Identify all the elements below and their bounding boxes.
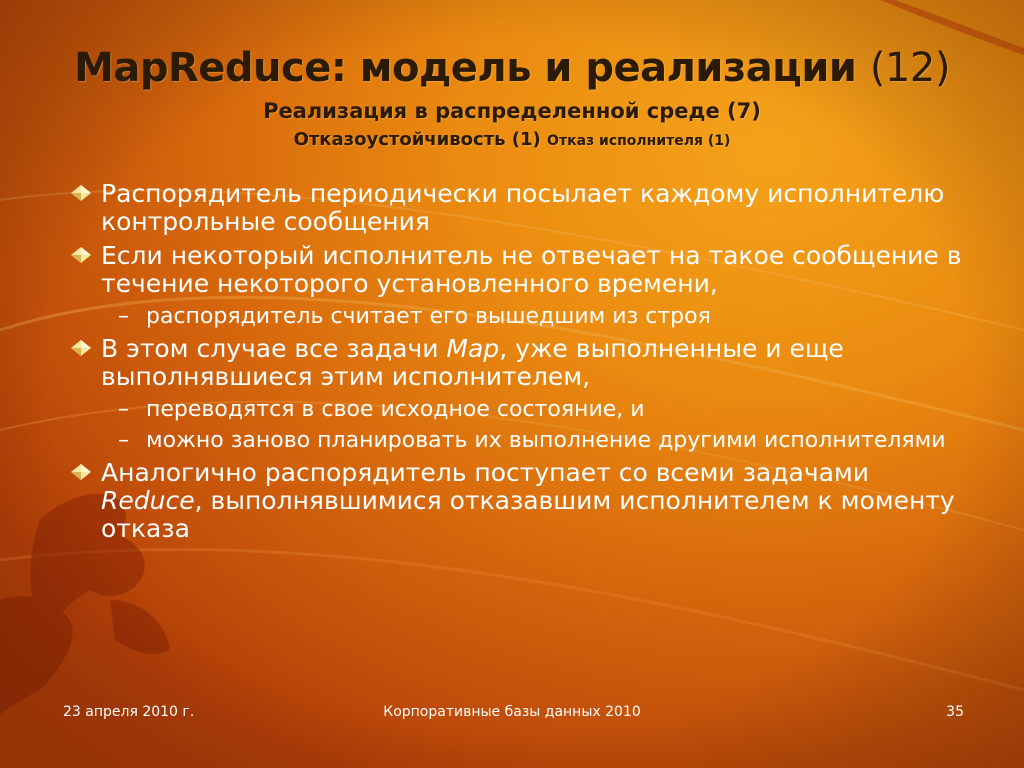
sub-bullet-item bbox=[70, 397, 970, 422]
title-main: MapReduce: модель и реализации bbox=[74, 45, 857, 91]
diamond-bullet-icon bbox=[70, 246, 92, 264]
dash-marker: – bbox=[118, 304, 129, 329]
bullet-text: Если некоторый исполнитель не отвечает на такое сообщение в течение некоторого установленного времени, bbox=[101, 241, 962, 298]
dash-marker: – bbox=[118, 397, 129, 422]
slide-subtitle-2 bbox=[0, 126, 1024, 155]
subtitle-2-main: Отказоустойчивость (1) bbox=[293, 129, 541, 150]
bullet-text-pre: Аналогично распорядитель поступает со всеми задачами bbox=[101, 458, 870, 487]
bullet-text-pre: В этом случае все задачи bbox=[101, 334, 447, 363]
slide-number: 35 bbox=[946, 704, 964, 720]
sub-bullet-item bbox=[70, 428, 970, 453]
sub-bullet-text: переводятся в свое исходное состояние, и bbox=[146, 397, 645, 422]
title-number: (12) bbox=[869, 45, 950, 91]
slide-body bbox=[70, 180, 970, 549]
sub-bullet-item bbox=[70, 304, 970, 329]
bullet-text: Распорядитель периодически посылает каждому исполнителю контрольные сообщения bbox=[101, 179, 945, 236]
slide-subtitle: Реализация в распределенной среде (7) bbox=[263, 99, 761, 123]
diamond-bullet-icon bbox=[70, 184, 92, 202]
diamond-bullet-icon bbox=[70, 463, 92, 481]
slide-title bbox=[0, 42, 1024, 94]
bullet-text-post: , уже выполненные и еще выполнявшиеся этим исполнителем, bbox=[101, 334, 844, 391]
bullet-text-emphasis: Reduce bbox=[101, 486, 195, 515]
bullet-text-post: , выполнявшимися отказавшим исполнителем к моменту отказа bbox=[101, 486, 955, 543]
sub-bullet-text: можно заново планировать их выполнение другими исполнителями bbox=[146, 428, 946, 453]
bullet-text-emphasis: Map bbox=[446, 334, 500, 363]
footer-title: Корпоративные базы данных 2010 bbox=[383, 704, 641, 720]
diamond-bullet-icon bbox=[70, 339, 92, 357]
subtitle-2-small: Отказ исполнителя (1) bbox=[547, 133, 731, 149]
dash-marker: – bbox=[118, 428, 129, 453]
bullet-item bbox=[70, 335, 970, 391]
slide-title-block bbox=[0, 42, 1024, 155]
footer-date: 23 апреля 2010 г. bbox=[63, 704, 195, 720]
bullet-item bbox=[70, 242, 970, 298]
sub-bullet-text: распорядитель считает его вышедшим из строя bbox=[146, 304, 711, 329]
bullet-item bbox=[70, 180, 970, 236]
bullet-item bbox=[70, 459, 970, 543]
